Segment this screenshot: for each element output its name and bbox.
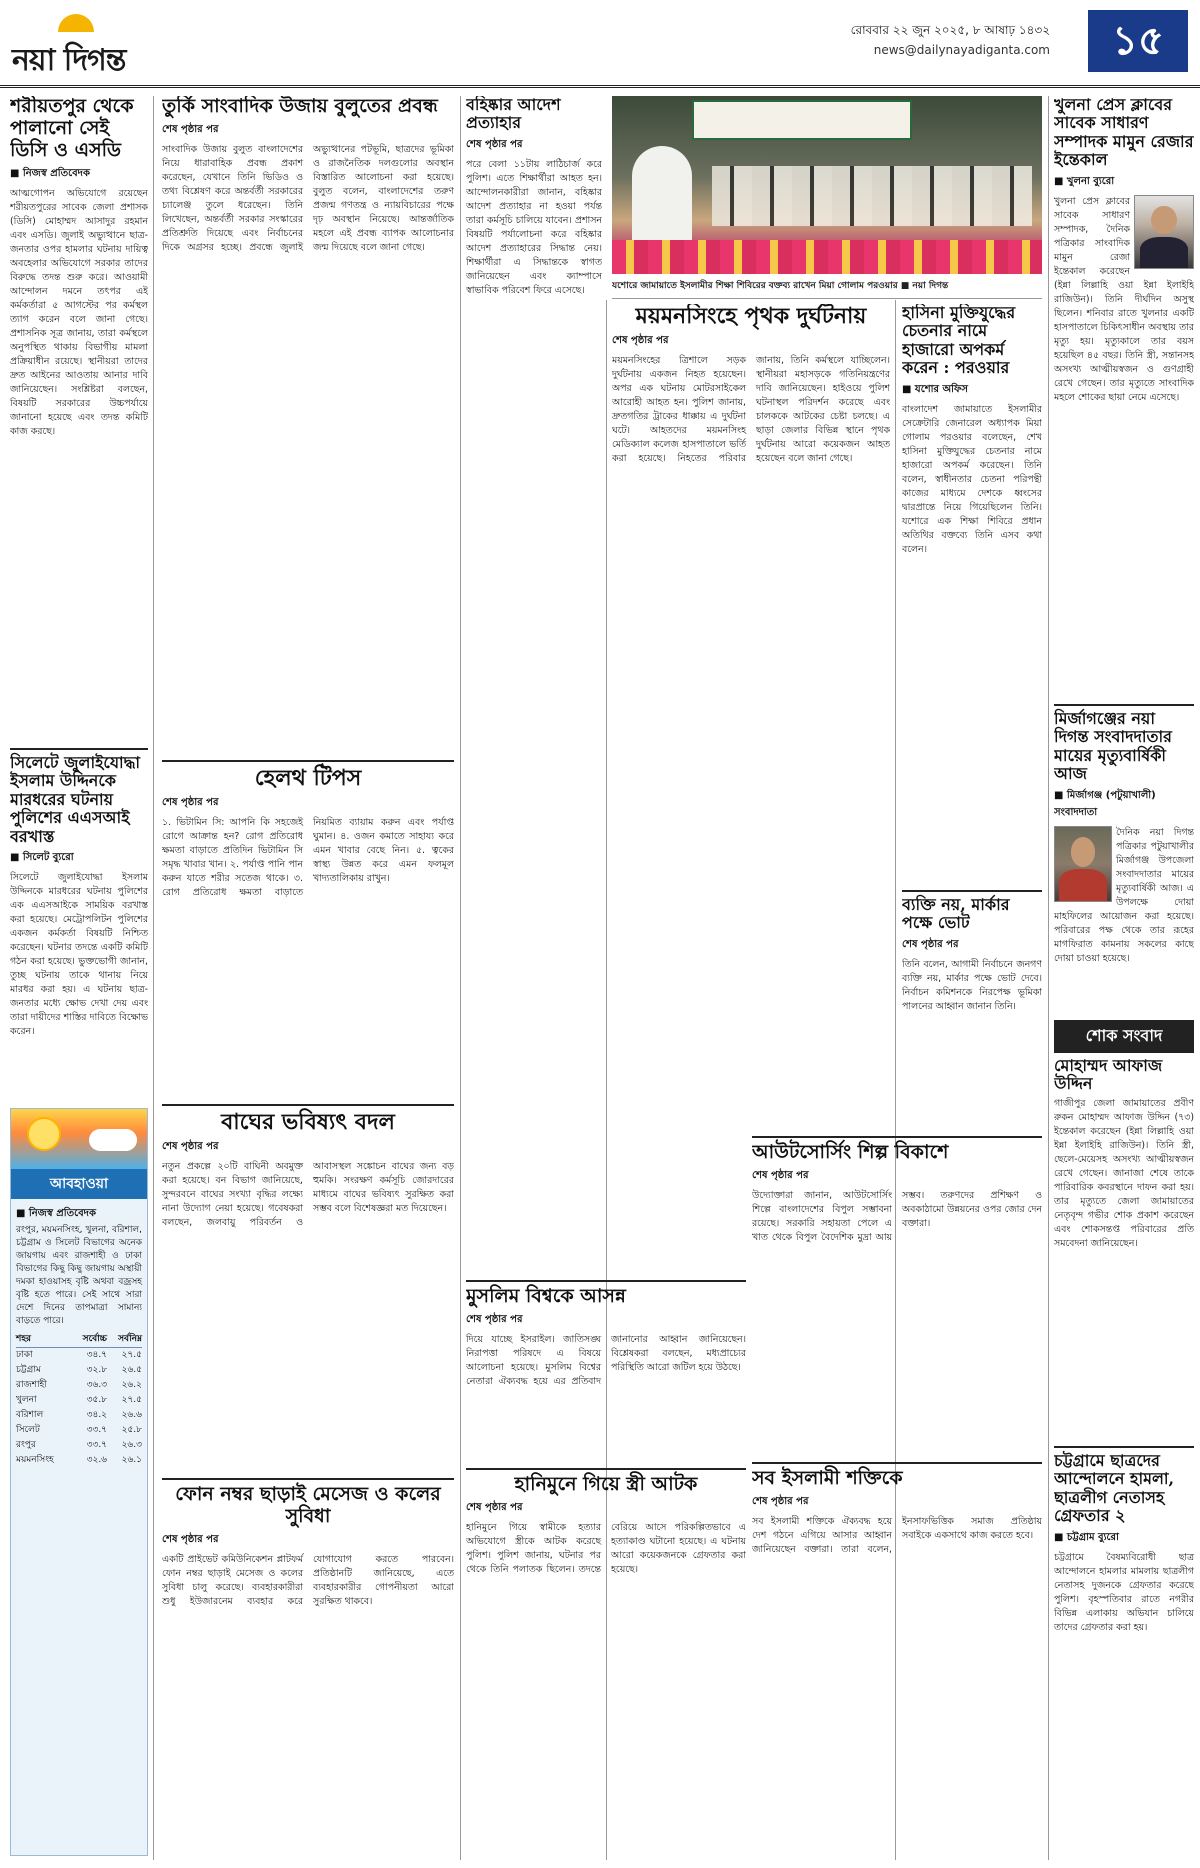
table-cell: ৩৩.৭ <box>86 1440 108 1450</box>
table-row <box>16 1363 142 1378</box>
article-body: পরে বেলা ১১টায় লাঠিচার্জ করে পুলিশ। এতে শিক্ষার্থীরা আহত হন। আন্দোলনকারীরা জানান, বহিষ্কার আদেশ প্রত্যাহার না হওয়া পর্যন্ত তারা কর্মসূচি চালিয়ে যাবেন। প্রশাসন বিষয়টি পর্যালোচনা করে বহিষ্কার আদেশ প্রত্যাহারের সিদ্ধান্ত নেয়। শিক্ষার্থীরা এ সিদ্ধান্তকে স্বাগত জানিয়েছেন এবং ক্যাম্পাসে স্বাভাবিক পরিবেশ ফিরে এসেছে। <box>466 158 602 296</box>
table-cell: ২৬.৫ <box>121 1365 142 1375</box>
table-cell: ৩৪.২ <box>86 1410 108 1420</box>
article-body: ১. ভিটামিন সি: আপনি কি সহজেই রোগে আক্রান্ত হন? রোগ প্রতিরোধ ক্ষমতা বাড়াতে প্রতিদিন ভিটামিন সি সমৃদ্ধ খাবার খান। ২. পর্যাপ্ত পানি পান করুন যাতে শরীর সতেজ থাকে। ৩. রোগ প্রতিরোধ ক্ষমতা বাড়াতে নিয়মিত ব্যায়াম করুন এবং পর্যাপ্ত ঘুমান। ৪. ওজন কমাতে সাহায্য করে এমন খাবার বেছে নিন। ৫. ত্বকের স্বাস্থ্য উন্নত করে এমন ফলমূল খাদ্যতালিকায় রাখুন। <box>162 817 454 899</box>
table-cell: ৩৬.৩ <box>86 1380 108 1390</box>
table-cell: ৩২.৬ <box>86 1455 108 1465</box>
article-body: সিলেটে জুলাইযোদ্ধা ইসলাম উদ্দিনকে মারধরের ঘটনায় পুলিশের এক এএসআইকে সাময়িক বরখাস্ত করা হয়েছে। মেট্রোপলিটন পুলিশের একজন কর্মকর্তা বিষয়টি নিশ্চিত করেছেন। ঘটনার তদন্তে একটি কমিটি গঠন করা হয়েছে। ভুক্তভোগী জানান, তুচ্ছ ঘটনায় তাকে থানায় নিয়ে মারধর করা হয়। এ ঘটনায় ছাত্র-জনতার মধ্যে ক্ষোভ দেখা দেয় এবং তারা দায়ীদের শাস্তির দাবিতে বিক্ষোভ করেন। <box>10 871 148 1037</box>
contact-email[interactable]: news@dailynayadiganta.com <box>873 43 1050 57</box>
byline: শেষ পৃষ্ঠার পর <box>466 138 523 150</box>
byline: ■ নিজস্ব প্রতিবেদক <box>10 167 90 179</box>
byline: ■ যশোর অফিস <box>902 383 968 395</box>
table-cell: ঢাকা <box>16 1350 33 1360</box>
article-body: দিয়ে যাচ্ছে ইসরাইল। জাতিসঙ্ঘ নিরাপত্তা পরিষদে এ বিষয়ে আলোচনা হয়েছে। মুসলিম বিশ্বের নেতারা ঐক্যবদ্ধ হয়ে এর প্রতিবাদ জানানোর আহ্বান জানিয়েছেন। বিশ্লেষকরা বলছেন, মধ্যপ্রাচ্যের পরিস্থিতি আরো জটিল হয়ে উঠছে। <box>466 1333 746 1387</box>
section-rule <box>612 298 1042 299</box>
table-row <box>16 1393 142 1408</box>
byline: শেষ পৃষ্ঠার পর <box>162 123 219 135</box>
weather-forecast: রংপুর, ময়মনসিংহ, খুলনা, বরিশাল, চট্টগ্রাম ও সিলেট বিভাগের অনেক জায়গায় এবং রাজশাহী ও ঢাকা বিভাগের কিছু কিছু জায়গায় অস্থায়ী দমকা হাওয়াসহ বৃষ্টি অথবা বজ্রসহ বৃষ্টি হতে পারে। সেই সাথে সারা দেশে দিনের তাপমাত্রা সামান্য বাড়তে পারে। <box>16 1225 142 1326</box>
story-expulsion[interactable] <box>466 96 602 1276</box>
logo-text: নয়া দিগন্ত <box>12 43 126 78</box>
byline: শেষ পৃষ্ঠার পর <box>752 1169 809 1181</box>
page-number: ১৫ <box>1088 10 1188 72</box>
newspaper-logo[interactable] <box>12 14 152 78</box>
table-row <box>16 1423 142 1438</box>
table-cell: ৩৩.৭ <box>86 1425 108 1435</box>
headline[interactable]: মির্জাগঞ্জের নয়া দিগন্ত সংবাদদাতার মায়ের মৃত্যুবার্ষিকী আজ <box>1054 709 1172 784</box>
story-uzay-bulut[interactable] <box>162 96 454 654</box>
sun-icon <box>27 1117 61 1151</box>
table-row <box>16 1348 142 1364</box>
table-cell: ২৬.৬ <box>121 1410 142 1420</box>
article-body: বাংলাদেশ জামায়াতে ইসলামীর সেক্রেটারি জেনারেল অধ্যাপক মিয়া গোলাম পরওয়ার বলেছেন, শেখ হাসিনা মুক্তিযুদ্ধের চেতনার নামে হাজারো অপকর্ম করেছেন। তিনি বলেন, স্বাধীনতার চেতনা পরিপন্থী কাজের মাধ্যমে দেশকে ধ্বংসের দ্বারপ্রান্তে নিয়ে গিয়েছিলেন তিনি। যশোরে এক শিক্ষা শিবিরে প্রধান অতিথির বক্তব্যে তিনি এসব কথা বলেন। <box>902 403 1042 555</box>
headline[interactable]: বাঘের ভবিষ্যৎ বদল <box>221 1109 395 1135</box>
obituary-section <box>1054 1020 1194 1440</box>
byline: শেষ পৃষ্ঠার পর <box>162 1533 219 1545</box>
story-muslim-world[interactable] <box>466 1280 746 1460</box>
article-body: ময়মনসিংহের ত্রিশালে সড়ক দুর্ঘটনায় একজন নিহত হয়েছেন। অপর এক ঘটনায় মোটরসাইকেল আরোহী আহত হন। পুলিশ জানায়, দ্রুতগতির ট্রাকের ধাক্কায় এ দুর্ঘটনা ঘটে। আহতদের ময়মনসিংহ মেডিক্যাল কলেজ হাসপাতালে ভর্তি করা হয়েছে। নিহতের পরিবার জানায়, তিনি কর্মস্থলে যাচ্ছিলেন। স্থানীয়রা মহাসড়কে গতিনিয়ন্ত্রণের দাবি জানিয়েছেন। হাইওয়ে পুলিশ ঘটনাস্থল পরিদর্শন করেছে এবং চালককে আটকের চেষ্টা চলছে। এ ছাড়া জেলার বিভিন্ন স্থানে পৃথক দুর্ঘটনায় আরো কয়েকজন আহত হয়েছেন বলে জানা গেছে। <box>612 355 890 465</box>
news-photo[interactable] <box>612 96 1042 274</box>
story-marka-vote[interactable] <box>902 890 1042 1130</box>
headline[interactable]: খুলনা প্রেস ক্লাবের সাবেক সাধারণ সম্পাদক মামুন রেজার ইন্তেকাল <box>1054 96 1194 170</box>
weather-title: আবহাওয়া <box>11 1169 147 1199</box>
byline: শেষ পৃষ্ঠার পর <box>466 1313 523 1325</box>
table-cell: রাজশাহী <box>16 1380 47 1390</box>
story-health-tips[interactable] <box>162 760 454 1096</box>
table-cell: ৩২.৮ <box>86 1365 108 1375</box>
article-body: চট্টগ্রামে বৈষম্যবিরোধী ছাত্র আন্দোলনে হামলার মামলায় ছাত্রলীগ নেতাসহ দুজনকে গ্রেফতার করেছে পুলিশ। বৃহস্পতিবার রাতে নগরীর বিভিন্ন এলাকায় অভিযান চালিয়ে তাদের গ্রেফতার করা হয়। <box>1054 1551 1194 1633</box>
article-body: নতুন প্রকল্পে ২০টি বাঘিনী অবমুক্ত করা হয়েছে। বন বিভাগ জানিয়েছে, সুন্দরবনে বাঘের সংখ্যা বৃদ্ধির লক্ষ্যে নানা উদ্যোগ নেয়া হয়েছে। গবেষকরা বলছেন, জলবায়ু পরিবর্তন ও আবাসস্থল সঙ্কোচন বাঘের জন্য বড় হুমকি। সংরক্ষণ কর্মসূচি জোরদারের মাধ্যমে বাঘের ভবিষ্যৎ সুরক্ষিত করা সম্ভব বলে বিশেষজ্ঞরা মত দিয়েছেন। <box>162 1161 454 1229</box>
headline[interactable]: আউটসোর্সিং শিল্প বিকাশে <box>752 1141 949 1163</box>
headline[interactable]: ময়মনসিংহে পৃথক দুর্ঘটনায় <box>635 304 867 329</box>
headline[interactable]: মোহাম্মদ আফাজ উদ্দিন <box>1054 1056 1163 1094</box>
weather-box <box>10 1108 148 1856</box>
table-cell: ২৭.৫ <box>121 1350 142 1360</box>
table-cell: বরিশাল <box>16 1410 44 1420</box>
table-cell: ময়মনসিংহ <box>16 1455 54 1465</box>
obituary-title: শোক সংবাদ <box>1054 1020 1194 1053</box>
masthead <box>0 0 1200 88</box>
byline: ■ চট্টগ্রাম ব্যুরো <box>1054 1531 1119 1543</box>
article-body: গাজীপুর জেলা জামায়াতের প্রবীণ রুকন মোহাম্মদ আফাজ উদ্দিন (৭৩) ইন্তেকাল করেছেন (ইন্না লিল্লাহি ওয়া ইন্না ইলাইহি রাজিউন)। তিনি স্ত্রী, ছেলে-মেয়েসহ অসংখ্য আত্মীয়স্বজন রেখে গেছেন। জানাজা শেষে তাকে পারিবারিক কবরস্থানে দাফন করা হয়। তার মৃত্যুতে জেলা জামায়াতের নেতৃবৃন্দ গভীর শোক প্রকাশ করেছেন এবং শোকসন্তপ্ত পরিবারের প্রতি সমবেদনা জানিয়েছেন। <box>1054 1097 1194 1249</box>
table-header: সর্বোচ্চ <box>71 1332 107 1348</box>
portrait-photo <box>1134 195 1194 269</box>
article-body: হানিমুনে গিয়ে স্বামীকে হত্যার অভিযোগে স্ত্রীকে আটক করেছে পুলিশ। পুলিশ জানায়, ঘটনার পর থেকে তিনি পলাতক ছিলেন। তদন্তে বেরিয়ে আসে পরিকল্পিতভাবে এ হত্যাকাণ্ড ঘটানো হয়েছে। এ ঘটনায় আরো কয়েকজনকে গ্রেফতার করা হয়েছে। <box>466 1521 746 1575</box>
byline: শেষ পৃষ্ঠার পর <box>162 1141 219 1153</box>
temperature-table <box>16 1332 142 1468</box>
table-cell: চট্টগ্রাম <box>16 1365 41 1375</box>
headline[interactable]: হানিমুনে গিয়ে স্ত্রী আটক <box>514 1473 698 1495</box>
portrait-photo <box>1054 826 1112 902</box>
column-rule <box>460 96 461 1860</box>
story-outsourcing[interactable] <box>752 1136 1042 1456</box>
article-body: সব ইসলামী শক্তিকে ঐক্যবদ্ধ হয়ে দেশ গঠনে এগিয়ে আসার আহ্বান জানিয়েছেন বক্তারা। তারা বলেন, ইনসাফভিত্তিক সমাজ প্রতিষ্ঠায় সবাইকে একসাথে কাজ করতে হবে। <box>752 1515 1042 1555</box>
story-islamic-forces[interactable] <box>752 1462 1042 1858</box>
headline[interactable]: ফোন নম্বর ছাড়াই মেসেজ ও কলের সুবিধা <box>175 1483 441 1527</box>
issue-date: রোববার ২২ জুন ২০২৫, ৮ আষাঢ় ১৪৩২ <box>850 23 1050 37</box>
byline: শেষ পৃষ্ঠার পর <box>466 1501 523 1513</box>
table-cell: রংপুর <box>16 1440 36 1450</box>
headline[interactable]: হেলথ টিপস <box>254 765 362 791</box>
table-cell: ২৬.৩ <box>121 1440 142 1450</box>
byline: শেষ পৃষ্ঠার পর <box>752 1495 809 1507</box>
photo-caption: যশোরে জামায়াতে ইসলামীর শিক্ষা শিবিরের বক্তব্য রাখেন মিয়া গোলাম পরওয়ার ■ নয়া দিগন্ত <box>612 281 949 291</box>
headline[interactable]: সিলেটে জুলাইযোদ্ধা ইসলাম উদ্দিনকে মারধরের ঘটনায় পুলিশের এএসআই বরখাস্ত <box>10 753 141 846</box>
table-cell: ২৫.৮ <box>121 1425 142 1435</box>
story-mamun-reza[interactable] <box>1054 96 1194 700</box>
table-cell: ৩৪.৭ <box>86 1350 108 1360</box>
byline: ■ সিলেট ব্যুরো <box>10 851 74 863</box>
story-shariatpur[interactable] <box>10 96 148 744</box>
story-chattogram[interactable] <box>1054 1446 1194 1858</box>
headline[interactable]: ব্যক্তি নয়, মার্কার পক্ষে ভোট <box>902 895 1010 933</box>
byline: শেষ পৃষ্ঠার পর <box>162 797 219 809</box>
article-body: দৈনিক নয়া দিগন্ত পত্রিকার পটুয়াখালীর মির্জাগঞ্জ উপজেলা সংবাদদাতার মায়ের মৃত্যুবার্ষিকী আজ। এ উপলক্ষে দোয়া মাহফিলের আয়োজন করা হয়েছে। পরিবারের পক্ষ থেকে তার রূহের মাগফিরাত কামনায় সকলের কাছে দোয়া চাওয়া হয়েছে। <box>1054 826 1194 964</box>
story-mirzaganj[interactable] <box>1054 704 1194 1014</box>
article-body: উদ্যোক্তারা জানান, আউটসোর্সিং শিল্পে বাংলাদেশের বিপুল সম্ভাবনা রয়েছে। সরকারি সহায়তা পেলে এ খাত থেকে বিপুল বৈদেশিক মুদ্রা আয় সম্ভব। তরুণদের প্রশিক্ষণ ও অবকাঠামো উন্নয়নের ওপর জোর দেন বক্তারা। <box>752 1189 1042 1243</box>
table-row <box>16 1408 142 1423</box>
headline[interactable]: সব ইসলামী শক্তিকে <box>752 1467 903 1489</box>
audience-figures <box>712 166 1032 226</box>
story-tiger[interactable] <box>162 1104 454 1474</box>
article-body: একটি প্রাইভেট কমিউনিকেশন প্লাটফর্ম ফোন নম্বর ছাড়াই মেসেজ ও কলের সুবিধা চালু করেছে। ব্যবহারকারীরা শুধু ইউজারনেম ব্যবহার করে যোগাযোগ করতে পারবেন। প্রতিষ্ঠানটি জানিয়েছে, এতে ব্যবহারকারীর গোপনীয়তা আরো সুরক্ষিত থাকবে। <box>162 1553 454 1607</box>
column-rule <box>1048 96 1049 1860</box>
article-body: সাংবাদিক উজায় বুলুত বাংলাদেশের নিয়ে ধারাবাহিক প্রবন্ধ প্রকাশ করেছেন, যেখানে তিনি ভিডিও ও তথ্য বিশ্লেষণ করে অন্তর্বর্তী সরকারের চ্যালেঞ্জ তুলে ধরেছেন। তিনি লিখেছেন, অন্তর্বর্তী সরকার সংস্কারের প্রতিশ্রুতি দিয়েছে এবং নির্বাচনের দিকে অগ্রসর হচ্ছে। প্রবন্ধে জুলাই অভ্যুত্থানের পটভূমি, ছাত্রদের ভূমিকা ও রাজনৈতিক দলগুলোর অবস্থান বিস্তারিত আলোচনা করা হয়েছে। বুলুত বলেন, বাংলাদেশের তরুণ প্রজন্ম গণতন্ত্র ও ন্যায়বিচারের পক্ষে দৃঢ় অবস্থান নিয়েছে। আন্তর্জাতিক মহলে এই প্রবন্ধ ব্যাপক আলোচনার জন্ম দিয়েছে বলে জানা গেছে। <box>162 143 454 253</box>
byline: ■ নিজস্ব প্রতিবেদক <box>16 1208 96 1219</box>
byline: শেষ পৃষ্ঠার পর <box>902 938 959 950</box>
byline: ■ খুলনা ব্যুরো <box>1054 175 1115 187</box>
story-honeymoon[interactable] <box>466 1468 746 1858</box>
weather-banner <box>11 1109 147 1169</box>
table-row <box>16 1453 142 1468</box>
headline[interactable]: বহিষ্কার আদেশ প্রত্যাহার <box>466 96 561 133</box>
headline[interactable]: মুসলিম বিশ্বকে আসন্ন <box>466 1285 626 1307</box>
cloud-icon <box>89 1129 137 1151</box>
headline[interactable]: চট্টগ্রামে ছাত্রদের আন্দোলনে হামলা, ছাত্রলীগ নেতাসহ গ্রেফতার ২ <box>1054 1451 1175 1526</box>
article-body: খুলনা প্রেস ক্লাবের সাবেক সাধারণ সম্পাদক, দৈনিক পত্রিকার সাংবাদিক মামুন রেজা ইন্তেকাল করেছেন (ইন্না লিল্লাহি ওয়া ইন্না ইলাইহি রাজিউন)। তিনি দীর্ঘদিন অসুস্থ ছিলেন। শনিবার রাতে খুলনার একটি হাসপাতালে চিকিৎসাধীন অবস্থায় তার মৃত্যু হয়। মৃত্যুকালে তার বয়স হয়েছিল ৪৫ বছর। তিনি স্ত্রী, সন্তানসহ অসংখ্য আত্মীয়স্বজন ও গুণগ্রাহী রেখে গেছেন। তার মৃত্যুতে সাংবাদিক মহলে শোকের ছায়া নেমে এসেছে। <box>1054 195 1194 403</box>
article-body: আত্মগোপন অভিযোগে রয়েছেন শরীয়তপুরের সাবেক জেলা প্রশাসক (ডিসি) মোহাম্মদ আসাদুর রহমান এবং এসডি। জুলাই অভ্যুত্থানে ছাত্র-জনতার ওপর হামলার ঘটনায় দায়িত্ব অবহেলার অভিযোগে সরকার তাদের বিরুদ্ধে তদন্ত শুরু করে। আওয়ামী আন্দোলন দমনে তৎপর এই কর্মকর্তারা ৫ আগস্টের পর কর্মস্থল ত্যাগ করেন বলে জানা গেছে। প্রশাসনিক সূত্র জানায়, তারা কর্মস্থলে অনুপস্থিত থাকায় বিভাগীয় মামলা প্রক্রিয়াধীন রয়েছে। স্থানীয়রা তাদের দ্রুত আইনের আওতায় আনার দাবি জানিয়েছেন। সংশ্লিষ্টরা বলছেন, বিষয়টি সরকারের উচ্চপর্যায়ে জানানো হয়েছে এবং তদন্ত কমিটি কাজ করছে। <box>10 187 148 437</box>
story-hasina-parwar[interactable] <box>902 304 1042 884</box>
sun-logo-icon <box>58 14 94 32</box>
table-row <box>16 1378 142 1393</box>
headline[interactable]: শরীয়তপুর থেকে পালানো সেই ডিসি ও এসডি <box>10 96 134 161</box>
table-cell: ২৭.৫ <box>121 1395 142 1405</box>
headline[interactable]: তুর্কি সাংবাদিক উজায় বুলুতের প্রবন্ধ <box>162 96 438 117</box>
table-cell: ২৬.১ <box>121 1455 142 1465</box>
headline[interactable]: হাসিনা মুক্তিযুদ্ধের চেতনার নামে হাজারো অপকর্ম করেন : পরওয়ার <box>902 304 1016 378</box>
byline: ■ মির্জাগঞ্জ (পটুয়াখালী) সংবাদদাতা <box>1054 789 1156 818</box>
dateline <box>851 20 1050 60</box>
table-row <box>16 1438 142 1453</box>
table-header: শহর <box>16 1332 71 1348</box>
story-mymensingh[interactable] <box>612 304 890 1264</box>
event-banner <box>692 100 912 140</box>
table-cell: ৩৫.৮ <box>86 1395 108 1405</box>
table-cell: ২৬.২ <box>121 1380 142 1390</box>
flower-decoration <box>612 240 1042 274</box>
story-sylhet[interactable] <box>10 748 148 1102</box>
table-cell: খুলনা <box>16 1395 37 1405</box>
story-phone-message[interactable] <box>162 1478 454 1858</box>
byline: শেষ পৃষ্ঠার পর <box>612 335 669 347</box>
photo-caption-area <box>612 278 1042 294</box>
column-rule <box>153 96 154 1860</box>
table-cell: সিলেট <box>16 1425 40 1435</box>
article-body: তিনি বলেন, আগামী নির্বাচনে জনগণ ব্যক্তি নয়, মার্কার পক্ষে ভোট দেবে। নির্বাচন কমিশনকে নিরপেক্ষ ভূমিকা পালনের আহ্বান জানান তিনি। <box>902 958 1042 1012</box>
table-header: সর্বনিম্ন <box>107 1332 142 1348</box>
